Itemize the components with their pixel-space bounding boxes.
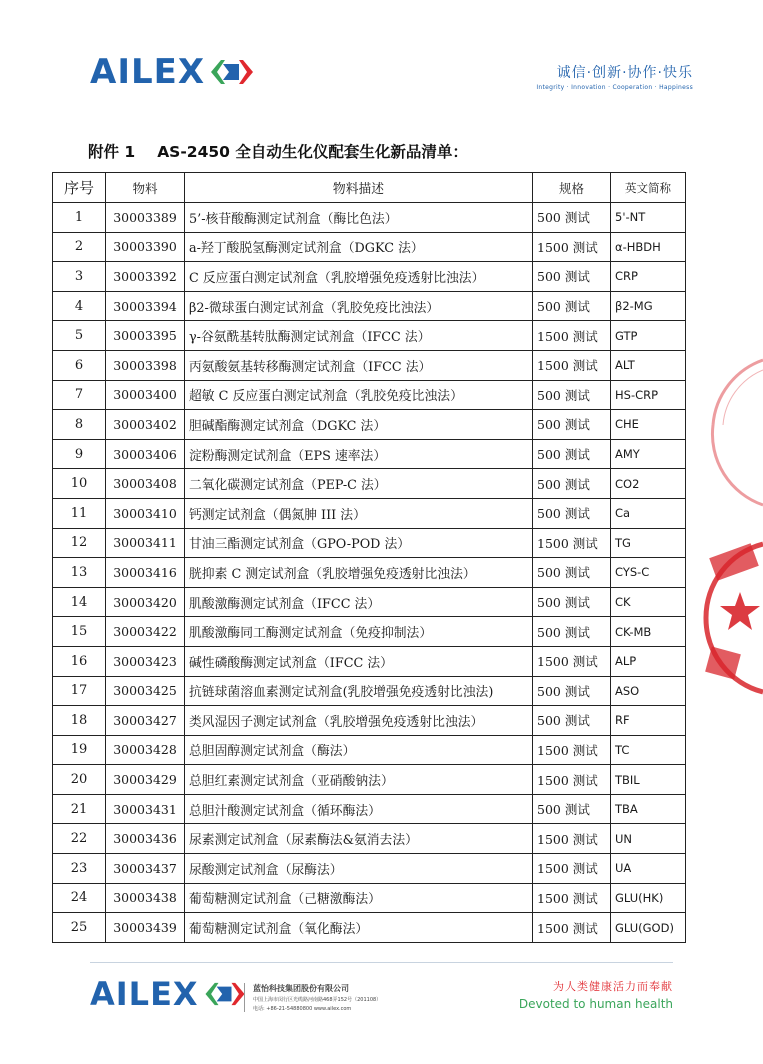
cell-code: 30003402 <box>106 410 185 440</box>
cell-desc: a-羟丁酸脱氢酶测定试剂盒（DGKC 法） <box>185 232 533 262</box>
header-slogan <box>536 62 693 91</box>
header-desc: 物料描述 <box>185 173 533 203</box>
cell-abbr: ALT <box>611 350 686 380</box>
cell-abbr: 5'-NT <box>611 203 686 233</box>
cell-desc: 葡萄糖测定试剂盒（己糖激酶法） <box>185 883 533 913</box>
table-row <box>53 498 686 528</box>
cell-no: 10 <box>53 469 106 499</box>
cell-spec: 500 测试 <box>533 498 611 528</box>
header-spec: 规格 <box>533 173 611 203</box>
cell-abbr: CO2 <box>611 469 686 499</box>
cell-spec: 500 测试 <box>533 706 611 736</box>
table-row <box>53 232 686 262</box>
cell-spec: 1500 测试 <box>533 321 611 351</box>
table-row <box>53 350 686 380</box>
cell-no: 21 <box>53 794 106 824</box>
footer-logo-mark-icon <box>203 981 247 1007</box>
table-row <box>53 203 686 233</box>
cell-desc: 5’-核苷酸酶测定试剂盒（酶比色法） <box>185 203 533 233</box>
cell-abbr: CRP <box>611 262 686 292</box>
cell-desc: 尿素测定试剂盒（尿素酶法&氨消去法） <box>185 824 533 854</box>
cell-no: 22 <box>53 824 106 854</box>
table-row <box>53 824 686 854</box>
cell-no: 24 <box>53 883 106 913</box>
cell-no: 12 <box>53 528 106 558</box>
seal-lower-icon <box>700 540 763 700</box>
cell-desc: 超敏 C 反应蛋白测定试剂盒（乳胶免疫比浊法） <box>185 380 533 410</box>
slogan-en: Integrity · Innovation · Cooperation · Happiness <box>536 84 693 91</box>
header-no: 序号 <box>53 173 106 203</box>
cell-no: 6 <box>53 350 106 380</box>
cell-abbr: GLU(HK) <box>611 883 686 913</box>
table-row <box>53 528 686 558</box>
table-row <box>53 735 686 765</box>
cell-desc: 尿酸测定试剂盒（尿酶法） <box>185 854 533 884</box>
table-row <box>53 410 686 440</box>
header-code: 物料 <box>106 173 185 203</box>
cell-abbr: TG <box>611 528 686 558</box>
cell-no: 19 <box>53 735 106 765</box>
cell-desc: 葡萄糖测定试剂盒（氧化酶法） <box>185 913 533 943</box>
cell-code: 30003400 <box>106 380 185 410</box>
cell-no: 25 <box>53 913 106 943</box>
table-row <box>53 321 686 351</box>
cell-code: 30003437 <box>106 854 185 884</box>
cell-code: 30003431 <box>106 794 185 824</box>
table-row <box>53 794 686 824</box>
cell-spec: 500 测试 <box>533 291 611 321</box>
cell-no: 9 <box>53 439 106 469</box>
cell-spec: 500 测试 <box>533 469 611 499</box>
table-row <box>53 587 686 617</box>
footer-logo-text: AILEX <box>90 975 199 1013</box>
table-row <box>53 646 686 676</box>
cell-desc: C 反应蛋白测定试剂盒（乳胶增强免疫透射比浊法） <box>185 262 533 292</box>
cell-abbr: GLU(GOD) <box>611 913 686 943</box>
slogan-cn: 诚信·创新·协作·快乐 <box>556 65 693 81</box>
cell-abbr: UN <box>611 824 686 854</box>
table-row <box>53 469 686 499</box>
cell-spec: 1500 测试 <box>533 232 611 262</box>
table-row <box>53 765 686 795</box>
cell-desc: 类风湿因子测定试剂盒（乳胶增强免疫透射比浊法） <box>185 706 533 736</box>
cell-no: 13 <box>53 558 106 588</box>
cell-code: 30003392 <box>106 262 185 292</box>
cell-desc: 肌酸激酶同工酶测定试剂盒（免疫抑制法） <box>185 617 533 647</box>
cell-abbr: TC <box>611 735 686 765</box>
table-row <box>53 439 686 469</box>
cell-code: 30003420 <box>106 587 185 617</box>
cell-desc: 钙测定试剂盒（偶氮胂 III 法） <box>185 498 533 528</box>
table-row <box>53 706 686 736</box>
cell-spec: 500 测试 <box>533 587 611 617</box>
cell-code: 30003410 <box>106 498 185 528</box>
footer-motto <box>519 978 673 1011</box>
cell-code: 30003423 <box>106 646 185 676</box>
cell-abbr: ALP <box>611 646 686 676</box>
cell-code: 30003389 <box>106 203 185 233</box>
footer-logo <box>90 975 247 1013</box>
motto-cn: 为人类健康活力而奉献 <box>553 980 673 993</box>
cell-no: 2 <box>53 232 106 262</box>
cell-desc: β2-微球蛋白测定试剂盒（乳胶免疫比浊法） <box>185 291 533 321</box>
company-name: 蓝怡科技集团股份有限公司 <box>253 984 349 993</box>
cell-abbr: ASO <box>611 676 686 706</box>
cell-no: 23 <box>53 854 106 884</box>
cell-no: 8 <box>53 410 106 440</box>
footer-divider <box>90 962 673 963</box>
cell-spec: 1500 测试 <box>533 765 611 795</box>
cell-desc: 胆碱酯酶测定试剂盒（DGKC 法） <box>185 410 533 440</box>
cell-no: 15 <box>53 617 106 647</box>
table-body <box>53 203 686 943</box>
cell-desc: γ-谷氨酰基转肽酶测定试剂盒（IFCC 法） <box>185 321 533 351</box>
cell-code: 30003411 <box>106 528 185 558</box>
document-title <box>88 140 468 162</box>
logo-text: AILEX <box>90 52 206 92</box>
cell-spec: 500 测试 <box>533 794 611 824</box>
cell-code: 30003436 <box>106 824 185 854</box>
cell-desc: 抗链球菌溶血素测定试剂盒(乳胶增强免疫透射比浊法) <box>185 676 533 706</box>
table-row <box>53 617 686 647</box>
cell-abbr: GTP <box>611 321 686 351</box>
logo-mark-icon <box>209 58 255 86</box>
cell-abbr: AMY <box>611 439 686 469</box>
cell-code: 30003408 <box>106 469 185 499</box>
cell-abbr: HS-CRP <box>611 380 686 410</box>
cell-spec: 500 测试 <box>533 410 611 440</box>
cell-spec: 1500 测试 <box>533 350 611 380</box>
cell-code: 30003439 <box>106 913 185 943</box>
title-text: AS-2450 全自动生化仪配套生化新品清单： <box>157 143 468 161</box>
cell-abbr: CHE <box>611 410 686 440</box>
motto-en: Devoted to human health <box>518 997 673 1011</box>
cell-spec: 500 测试 <box>533 380 611 410</box>
table-header-row <box>53 173 686 203</box>
cell-no: 18 <box>53 706 106 736</box>
cell-desc: 碱性磷酸酶测定试剂盒（IFCC 法） <box>185 646 533 676</box>
cell-no: 3 <box>53 262 106 292</box>
table-row <box>53 676 686 706</box>
cell-spec: 1500 测试 <box>533 824 611 854</box>
header-logo <box>90 52 255 92</box>
cell-code: 30003416 <box>106 558 185 588</box>
cell-spec: 500 测试 <box>533 676 611 706</box>
cell-spec: 500 测试 <box>533 262 611 292</box>
cell-no: 7 <box>53 380 106 410</box>
header-abbr: 英文简称 <box>611 173 686 203</box>
cell-abbr: β2-MG <box>611 291 686 321</box>
cell-spec: 500 测试 <box>533 558 611 588</box>
seal-upper-icon <box>705 355 763 515</box>
cell-code: 30003438 <box>106 883 185 913</box>
cell-code: 30003394 <box>106 291 185 321</box>
cell-desc: 淀粉酶测定试剂盒（EPS 速率法） <box>185 439 533 469</box>
cell-code: 30003422 <box>106 617 185 647</box>
cell-abbr: TBIL <box>611 765 686 795</box>
cell-spec: 500 测试 <box>533 439 611 469</box>
cell-desc: 肌酸激酶测定试剂盒（IFCC 法） <box>185 587 533 617</box>
table-row <box>53 380 686 410</box>
cell-desc: 总胆红素测定试剂盒（亚硝酸钠法） <box>185 765 533 795</box>
cell-desc: 总胆汁酸测定试剂盒（循环酶法） <box>185 794 533 824</box>
table-row <box>53 558 686 588</box>
cell-code: 30003428 <box>106 735 185 765</box>
cell-spec: 1500 测试 <box>533 854 611 884</box>
company-info <box>244 983 381 1012</box>
product-table <box>52 172 686 943</box>
table-row <box>53 913 686 943</box>
cell-code: 30003398 <box>106 350 185 380</box>
cell-code: 30003406 <box>106 439 185 469</box>
cell-code: 30003390 <box>106 232 185 262</box>
cell-spec: 1500 测试 <box>533 913 611 943</box>
cell-abbr: CYS-C <box>611 558 686 588</box>
cell-abbr: UA <box>611 854 686 884</box>
cell-no: 20 <box>53 765 106 795</box>
title-prefix: 附件 1 <box>88 143 136 161</box>
cell-desc: 丙氨酸氨基转移酶测定试剂盒（IFCC 法） <box>185 350 533 380</box>
cell-no: 1 <box>53 203 106 233</box>
cell-abbr: CK-MB <box>611 617 686 647</box>
cell-abbr: CK <box>611 587 686 617</box>
cell-desc: 二氧化碳测定试剂盒（PEP-C 法） <box>185 469 533 499</box>
cell-abbr: Ca <box>611 498 686 528</box>
cell-no: 16 <box>53 646 106 676</box>
cell-code: 30003425 <box>106 676 185 706</box>
cell-no: 14 <box>53 587 106 617</box>
cell-no: 17 <box>53 676 106 706</box>
cell-desc: 总胆固醇测定试剂盒（酶法） <box>185 735 533 765</box>
cell-spec: 1500 测试 <box>533 883 611 913</box>
cell-spec: 1500 测试 <box>533 646 611 676</box>
table-row <box>53 883 686 913</box>
cell-code: 30003395 <box>106 321 185 351</box>
cell-desc: 胱抑素 C 测定试剂盒（乳胶增强免疫透射比浊法） <box>185 558 533 588</box>
cell-no: 4 <box>53 291 106 321</box>
table-row <box>53 291 686 321</box>
cell-spec: 1500 测试 <box>533 735 611 765</box>
cell-code: 30003429 <box>106 765 185 795</box>
company-address: 中国上海市闵行区光缆路河南路468弄152号（201108） <box>253 997 382 1003</box>
table-row <box>53 262 686 292</box>
cell-code: 30003427 <box>106 706 185 736</box>
cell-spec: 1500 测试 <box>533 528 611 558</box>
cell-spec: 500 测试 <box>533 203 611 233</box>
cell-abbr: RF <box>611 706 686 736</box>
cell-no: 11 <box>53 498 106 528</box>
cell-no: 5 <box>53 321 106 351</box>
cell-desc: 甘油三酯测定试剂盒（GPO-POD 法） <box>185 528 533 558</box>
company-contact: 电话: +86-21-54880800 www.ailex.com <box>253 1006 352 1012</box>
table-row <box>53 854 686 884</box>
cell-abbr: TBA <box>611 794 686 824</box>
cell-spec: 500 测试 <box>533 617 611 647</box>
cell-abbr: α-HBDH <box>611 232 686 262</box>
